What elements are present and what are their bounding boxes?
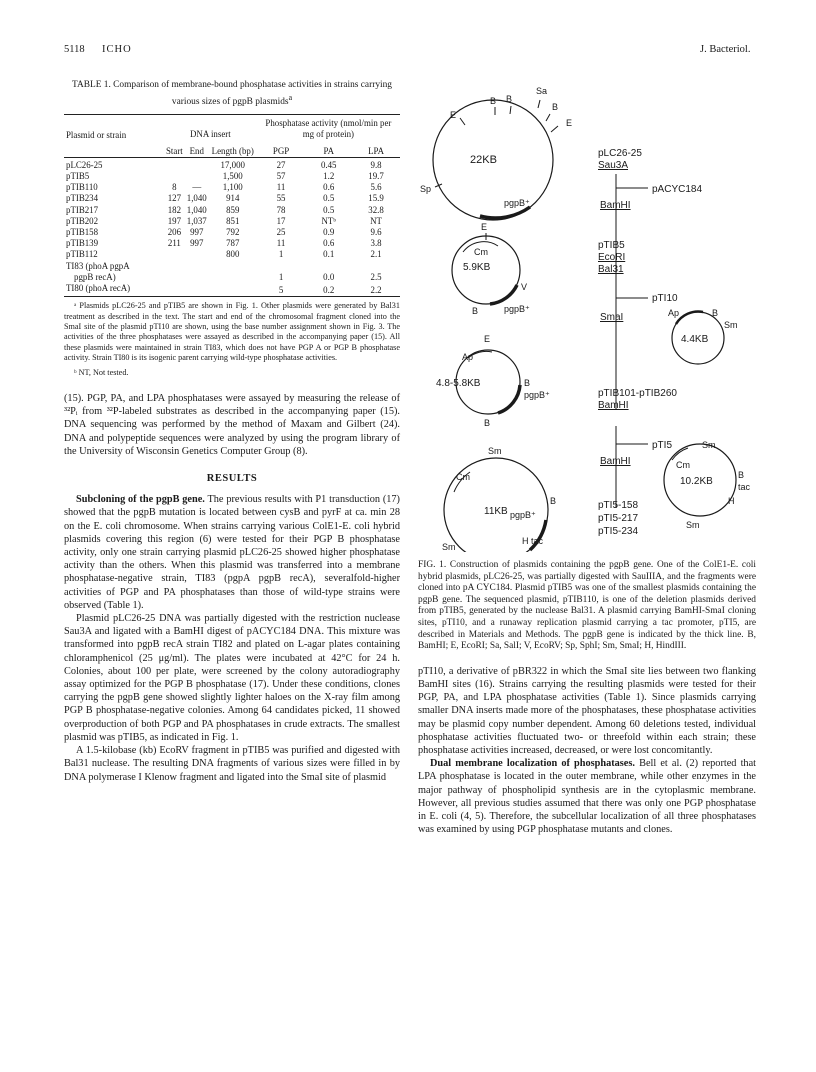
cell-lpa: 15.9 bbox=[368, 193, 384, 204]
svg-text:pgpB⁺: pgpB⁺ bbox=[504, 304, 530, 314]
cell-pgp: 25 bbox=[276, 226, 286, 237]
cell-end: — bbox=[192, 182, 202, 193]
table-row bbox=[64, 157, 400, 171]
cell-pa: 0.9 bbox=[323, 226, 335, 237]
svg-text:Cm: Cm bbox=[456, 472, 470, 482]
svg-text:11KB: 11KB bbox=[484, 506, 508, 517]
cell-pa: 0.6 bbox=[323, 238, 335, 249]
subcloning-paragraph-1: Subcloning of the pgpB gene. The previous results with P1 transduction (17) showed that the pgpB mutation is located between cysB and pyrF at ca. min 28 on the E. coli chromosome. When strains carrying various ColE1-E. coli hybrid plasmids covering this region (6) were tested for their PGP B phosphatase activity, only one strain carrying plasmid pLC26-25 showed higher phosphatase activity than the others. When this plasmid was transferred into a membrane phosphatase-negative strain, TI83 (pgpA pgpB recA), severalfold-higher activities of PGP and PA phosphatases than those of wild-type strains were observed (Table 1). bbox=[64, 494, 400, 611]
cell-length: 859 bbox=[226, 204, 240, 215]
svg-text:pgpB⁺: pgpB⁺ bbox=[524, 390, 550, 400]
results-heading: RESULTS bbox=[206, 473, 258, 485]
cell-length: 800 bbox=[226, 249, 240, 260]
table-footnote-b: ᵇ NT, Not tested. bbox=[74, 367, 129, 377]
figure-caption: FIG. 1. Construction of plasmids containing the pgpB gene. One of the ColE1-E. coli hybrid plasmids, pLC26-25, was partially digested with SauIIIA, and the fragments were cloned into pA CYC184. Plasmid pTIB5 was one of the smallest plasmids containing the pgpB gene. The sequenced plasmid, pTIB110, is one of the deletion plasmids derived from pTIB5, generated by the nuclease Bal31. A plasmid carrying BamHI-SmaI cloning sites, pTI10, and a runaway replication plasmid carrying a tac promoter, pTI5, are described in Materials and Methods. The pgpB gene is indicated by the thick line. B, BamHI; E, EcoRI; Sa, SalI; V, EcoRV; Sp, SphI; Sm, SmaI; H, HindIII. bbox=[418, 560, 756, 652]
col-pa: PA bbox=[323, 145, 334, 156]
svg-text:Cm: Cm bbox=[676, 460, 690, 470]
cell-start: 127 bbox=[167, 193, 182, 204]
cell-pa: 0.5 bbox=[323, 193, 335, 204]
cell-name: pTIB5 bbox=[66, 170, 90, 181]
cell-pgp: 55 bbox=[276, 193, 286, 204]
table-row bbox=[64, 193, 400, 204]
left-body bbox=[64, 392, 400, 784]
figure-1 bbox=[418, 80, 756, 552]
cell-start: 8 bbox=[172, 182, 177, 193]
subcloning-paragraph-3: A 1.5-kilobase (kb) EcoRV fragment in pTIB5 was purified and digested with Bal31 nuclease. The resulting DNA fragments of various sizes were filled in by DNA polymerase I Klenow fragment and ligated into the SmaI site of plasmid bbox=[64, 745, 400, 783]
svg-text:Sm: Sm bbox=[488, 446, 502, 456]
cell-pa: 1.2 bbox=[323, 170, 335, 181]
svg-text:V: V bbox=[521, 282, 528, 292]
svg-text:BamHI: BamHI bbox=[598, 400, 629, 411]
plasmid-name-pTIB101-260: pTIB101-pTIB260 bbox=[598, 388, 677, 399]
cell-pa: 0.6 bbox=[323, 182, 335, 193]
col-end: End bbox=[189, 145, 204, 156]
svg-text:E: E bbox=[566, 118, 573, 128]
svg-text:10.2KB: 10.2KB bbox=[680, 476, 713, 487]
cell-start: 206 bbox=[167, 226, 182, 237]
methods-paragraph: (15). PGP, PA, and LPA phosphatases were assayed by measuring the release of ³²Pᵢ from ³²P-labeled substrates as described in the accompanying paper (15). DNA sequencing was performed by the method of Maxam and Gilbert (24). DNA and polypeptide sequences were analyzed by using the program library of the University of Wisconsin Genetics Computer Group (8). bbox=[64, 393, 400, 457]
right-column bbox=[418, 80, 756, 836]
cell-pa: NTᵇ bbox=[321, 215, 337, 226]
cell-name: pTIB139 bbox=[66, 238, 99, 249]
plasmid-name-pTI5-234: pTI5-234 bbox=[598, 526, 639, 537]
cell-name: pLC26-25 bbox=[66, 159, 103, 170]
cell-length: 851 bbox=[226, 215, 240, 226]
svg-text:BamHI: BamHI bbox=[600, 200, 631, 211]
svg-text:BamHI: BamHI bbox=[600, 456, 631, 467]
cell-start: 211 bbox=[167, 238, 181, 249]
cell-length: 1,500 bbox=[222, 170, 243, 181]
cell-lpa: 32.8 bbox=[368, 204, 384, 215]
cell-start bbox=[164, 157, 185, 171]
cell-lpa: 9.8 bbox=[370, 159, 382, 170]
cell-pgp: 57 bbox=[276, 170, 286, 181]
running-header bbox=[0, 44, 816, 58]
svg-text:Cm: Cm bbox=[474, 247, 488, 257]
plasmid-name-pTIB5: pTIB5 bbox=[598, 240, 625, 251]
cell-end: 997 bbox=[190, 226, 204, 237]
cell-end bbox=[185, 249, 209, 260]
svg-text:Sp: Sp bbox=[420, 184, 432, 194]
svg-text:4.4KB: 4.4KB bbox=[681, 334, 709, 345]
page-number: 5118 bbox=[64, 44, 85, 55]
cell-lpa: NT bbox=[370, 215, 382, 226]
vector-pACYC184: pACYC184 bbox=[652, 184, 703, 195]
cell-lpa: 3.8 bbox=[370, 238, 382, 249]
cell-name: pTIB202 bbox=[66, 215, 99, 226]
cell-length: 1,100 bbox=[222, 182, 243, 193]
cell-pa: 0.5 bbox=[323, 204, 335, 215]
journal-name: J. Bacteriol. bbox=[700, 44, 751, 55]
svg-text:B: B bbox=[552, 102, 559, 112]
plasmid-name-pTI10: pTI10 bbox=[652, 293, 678, 304]
subcloning-paragraph-2: Plasmid pLC26-25 DNA was partially digested with the restriction nuclease Sau3A and ligated with a BamHI digest of pACYC184 DNA. This mixture was transformed into pgpB recA strain TI82 and plated on L-agar plates containing chloramphenicol (25 μg/ml). The plates were incubated at 42°C for 24 h. Colonies, about 100 per plate, were screened by the colony autoradiography assay optimized for the PGP B phosphatase (17). Under these conditions, clones carrying the pgpB gene showed slightly lighter haloes on the X-ray film among PGP B phosphatase-negative colonies. Among 64 candidates picked, 11 showed overproduction of both PGP and PA phosphatases in crude extracts. The smallest plasmid was pTIB5, as indicated in Fig. 1. bbox=[64, 613, 400, 743]
cell-lpa: 9.6 bbox=[370, 226, 382, 237]
svg-text:E: E bbox=[484, 334, 491, 344]
cell-pgp: 1 bbox=[278, 249, 284, 260]
cell-pgp: 27 bbox=[276, 159, 286, 170]
svg-text:pgpB⁺: pgpB⁺ bbox=[510, 510, 536, 520]
col-insert: DNA insert bbox=[190, 129, 231, 140]
svg-text:4.8-5.8KB: 4.8-5.8KB bbox=[436, 378, 481, 389]
right-paragraph-1: pTI10, a derivative of pBR322 in which the SmaI site lies between two flanking BamHI sites (16). Strains carrying the resulting plasmids were tested for their PGP, PA, and LPA phosphatase activities (Table 1). Since plasmids carrying smaller DNA inserts made more of the phosphatases, these phosphatase activities may be plasmid copy number dependent. Among 60 deletions tested, individual phosphatase activities fluctuated two- or threefold within each strain; these phosphatase activities increased, decreased, or were lost concomitantly. bbox=[418, 665, 756, 756]
plasmid-name-pTI5-158: pTI5-158 bbox=[598, 500, 639, 511]
cell-length: 792 bbox=[226, 226, 240, 237]
table-row: pgpB recA) 1 0.0 2.5 bbox=[74, 271, 382, 282]
cell-end bbox=[185, 171, 209, 182]
cell-start: 182 bbox=[167, 204, 182, 215]
svg-text:B: B bbox=[490, 96, 497, 106]
cell-start: 197 bbox=[167, 215, 182, 226]
svg-text:B: B bbox=[712, 308, 719, 318]
svg-text:SmaI: SmaI bbox=[600, 312, 624, 323]
table-row: TI83 (phoA pgpA bbox=[66, 260, 130, 271]
cell-length: 787 bbox=[226, 238, 240, 249]
cell-lpa: 5.6 bbox=[370, 182, 382, 193]
table-row: TI80 (phoA recA) 5 0.2 2.2 bbox=[64, 283, 400, 297]
table-row bbox=[64, 171, 400, 182]
plasmid-name-pLC26-25: pLC26-25 bbox=[598, 148, 642, 159]
cell-start bbox=[164, 171, 185, 182]
left-column bbox=[64, 80, 400, 784]
svg-text:B: B bbox=[550, 496, 557, 506]
table-caption: TABLE 1. Comparison of membrane-bound phosphatase activities in strains carrying various sizes of pgpB plasmids$^a$ bbox=[71, 80, 392, 107]
col-lpa: LPA bbox=[368, 145, 385, 156]
cell-lpa: 19.7 bbox=[368, 170, 384, 181]
cell-end: 1,037 bbox=[186, 215, 207, 226]
svg-text:Sm: Sm bbox=[702, 440, 716, 450]
svg-text:Ap: Ap bbox=[462, 352, 474, 362]
cell-name: pTIB110 bbox=[66, 182, 98, 193]
dual-localization-paragraph: Dual membrane localization of phosphatases. Bell et al. (2) reported that LPA phosphatase is located in the outer membrane, while other enzymes in the major pathway of phospholipid synthesis are in the cytoplasmic membrane. However, all previous studies assumed that there was only one PGP phosphatase in E. coli (4, 5). Therefore, the subcellular localization of all three phosphatases was examined by using PGP phosphatase mutants and clones. bbox=[418, 758, 757, 836]
table-footnote-a: ᵃ Plasmids pLC26-25 and pTIB5 are shown in Fig. 1. Other plasmids were generated by Bal31 treatment as described in the text. The start and end of the chromosomal fragment cloned into the SmaI site of the plasmid pTI10 are shown, using the base number assignment shown in Fig. 3. The activities of the three phosphatases were assayed as described in the accompanying paper (15). All these plasmids were maintained in strain TI83, which does not have PGP A or PGP B phosphatase activity. Strain TI80 is its isogenic parent carrying wild-type phosphatase activities. bbox=[64, 301, 400, 363]
svg-text:Sau3A: Sau3A bbox=[598, 160, 629, 171]
svg-text:Sa: Sa bbox=[536, 86, 548, 96]
svg-text:B: B bbox=[472, 306, 479, 316]
cell-end: 1,040 bbox=[186, 204, 207, 215]
cell-length: 914 bbox=[226, 193, 240, 204]
table-row bbox=[64, 182, 400, 193]
cell-lpa: 2.1 bbox=[370, 249, 382, 260]
plasmid-size-label: 22KB bbox=[470, 154, 497, 166]
cell-name: pTIB217 bbox=[66, 204, 99, 215]
right-body bbox=[418, 665, 756, 837]
cell-pa: 0.45 bbox=[320, 159, 337, 170]
svg-text:E: E bbox=[450, 110, 457, 120]
col-start: Start bbox=[166, 145, 183, 156]
col-pgp: PGP bbox=[272, 145, 290, 156]
table-row bbox=[64, 216, 400, 227]
svg-text:Bal31: Bal31 bbox=[598, 264, 624, 275]
svg-text:B: B bbox=[738, 470, 745, 480]
svg-text:H: H bbox=[728, 496, 735, 506]
svg-text:tac: tac bbox=[738, 482, 751, 492]
col-activity: Phosphatase activity (nmol/min per mg of protein) bbox=[265, 118, 392, 140]
cell-end: 1,040 bbox=[186, 193, 207, 204]
cell-pgp: 17 bbox=[276, 215, 286, 226]
svg-text:5.9KB: 5.9KB bbox=[463, 262, 491, 273]
cell-name: pTIB234 bbox=[66, 193, 99, 204]
col-plasmid: Plasmid or strain bbox=[64, 115, 164, 158]
svg-text:H tac: H tac bbox=[522, 536, 544, 546]
table-row bbox=[64, 238, 400, 249]
plasmid-construction-diagram bbox=[418, 80, 756, 552]
table-row bbox=[64, 227, 400, 238]
table-row bbox=[64, 205, 400, 216]
svg-text:Sm: Sm bbox=[442, 542, 456, 552]
table-row bbox=[64, 249, 400, 260]
cell-name: pTIB158 bbox=[66, 226, 99, 237]
svg-text:B: B bbox=[506, 94, 513, 104]
cell-pgp: 78 bbox=[276, 204, 286, 215]
svg-text:E: E bbox=[481, 222, 488, 232]
svg-text:B: B bbox=[484, 418, 491, 428]
cell-pgp: 11 bbox=[276, 182, 286, 193]
svg-text:Sm: Sm bbox=[724, 320, 738, 330]
svg-text:EcoRI: EcoRI bbox=[598, 252, 626, 263]
pgpB-gene-label: pgpB⁺ bbox=[504, 198, 530, 208]
col-length: Length (bp) bbox=[211, 145, 254, 156]
plasmid-name-pTI5-217: pTI5-217 bbox=[598, 513, 639, 524]
author-running-head: ICHO bbox=[102, 44, 132, 55]
cell-end bbox=[185, 157, 209, 171]
cell-pgp: 11 bbox=[276, 238, 286, 249]
cell-name: pTIB112 bbox=[66, 249, 98, 260]
plasmid-name-pTI5: pTI5 bbox=[652, 440, 673, 451]
phosphatase-table bbox=[64, 114, 400, 297]
cell-length: 17,000 bbox=[220, 159, 245, 170]
cell-pa: 0.1 bbox=[323, 249, 335, 260]
cell-start bbox=[164, 249, 185, 260]
svg-text:Sm: Sm bbox=[686, 520, 700, 530]
svg-text:B: B bbox=[524, 378, 531, 388]
svg-text:Ap: Ap bbox=[668, 308, 680, 318]
cell-end: 997 bbox=[190, 238, 204, 249]
